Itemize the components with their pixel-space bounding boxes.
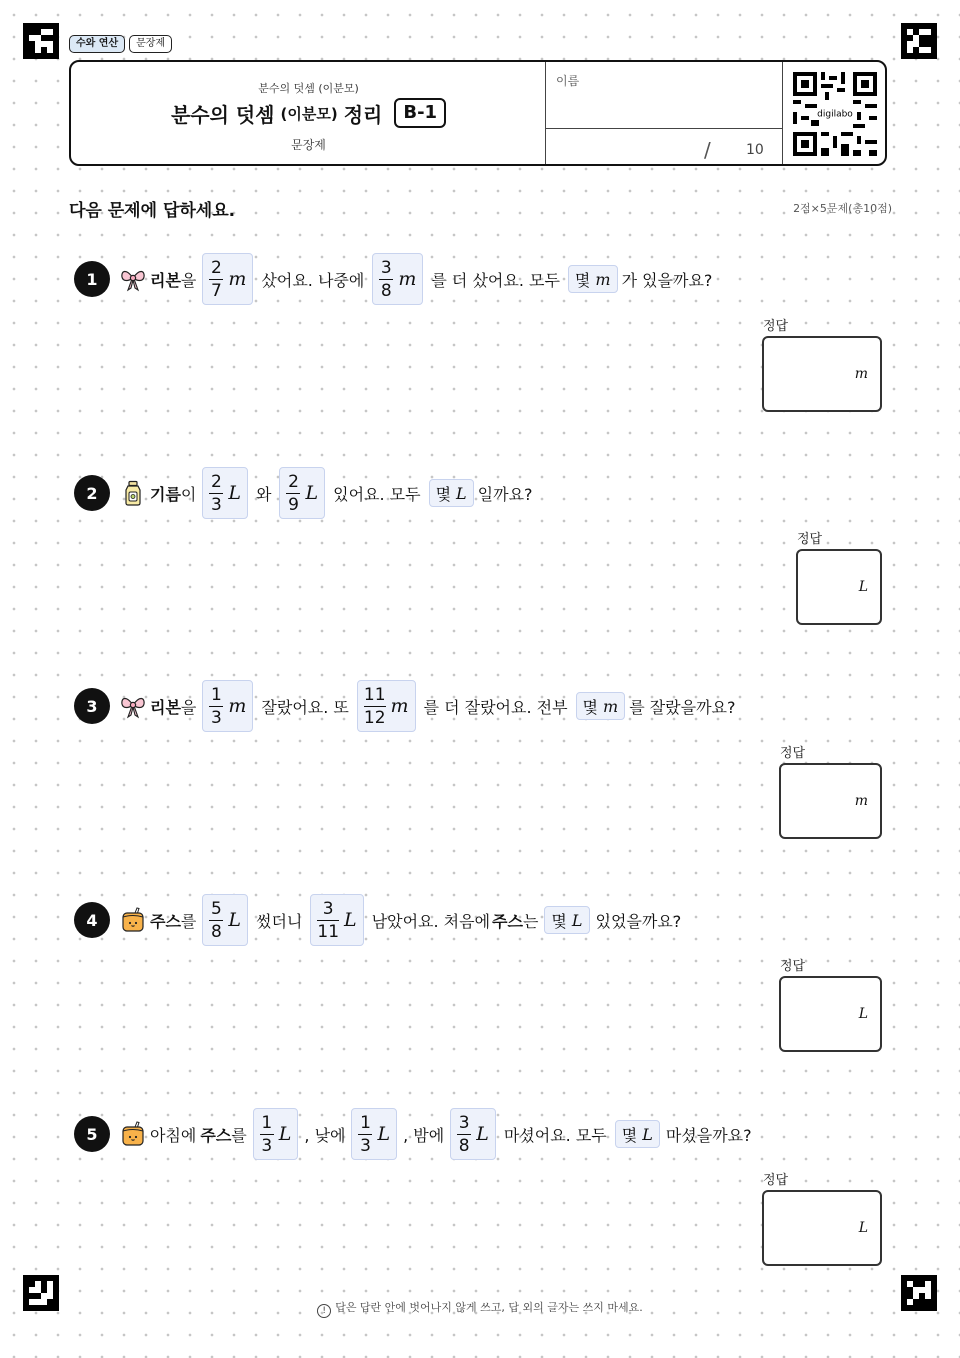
ask-word: 몇 xyxy=(435,484,452,504)
denominator: 3 xyxy=(210,494,222,515)
ribbon-icon xyxy=(120,693,146,719)
item-name: 리본 xyxy=(150,270,181,290)
fraction xyxy=(209,899,223,942)
unit: m xyxy=(603,696,619,716)
particle: 을 xyxy=(180,697,197,717)
denominator: 11 xyxy=(317,921,340,942)
fraction xyxy=(209,472,223,515)
problem-3 xyxy=(74,677,736,735)
answer-box-3[interactable] xyxy=(779,763,882,839)
numerator: 3 xyxy=(458,1112,470,1133)
numerator: 5 xyxy=(210,898,222,919)
unit: L xyxy=(377,1123,391,1145)
answer-unit: m xyxy=(854,793,868,809)
numerator: 2 xyxy=(288,471,299,492)
item-name: 주스 xyxy=(150,911,181,931)
name-divider xyxy=(546,128,782,129)
oil-bottle-icon xyxy=(120,480,146,506)
fraction-box xyxy=(202,680,253,732)
ask-word: 몇 xyxy=(582,697,599,717)
header-title-block xyxy=(71,62,546,164)
answer-label: 정답 xyxy=(763,319,789,334)
problem-5 xyxy=(74,1105,754,1163)
fraction xyxy=(286,472,300,515)
problem-text: 샀어요. 나중에 xyxy=(261,270,365,290)
problem-tail: 있었을까요? xyxy=(595,911,682,931)
particle: 는 xyxy=(522,911,539,931)
svg-text:digilabo: digilabo xyxy=(817,109,853,120)
numerator: 1 xyxy=(261,1112,273,1133)
ask-word: 몇 xyxy=(574,270,591,290)
fraction xyxy=(379,258,393,301)
denominator: 3 xyxy=(360,1135,371,1156)
title-main: 분수의 덧셈 xyxy=(170,102,275,127)
unit: L xyxy=(476,1123,489,1145)
fraction-box xyxy=(351,1108,397,1160)
unit: L xyxy=(344,909,357,931)
juice-box-icon xyxy=(120,907,146,933)
denominator: 8 xyxy=(210,921,222,942)
ask-word: 몇 xyxy=(551,911,567,931)
fraction xyxy=(358,1113,372,1156)
problem-4 xyxy=(74,891,683,949)
unit: L xyxy=(228,909,242,931)
problem-text: 아침에 xyxy=(150,1125,197,1145)
question-box xyxy=(429,479,474,507)
fraction xyxy=(317,899,339,942)
item-name: 주스 xyxy=(200,1125,232,1145)
worksheet-header xyxy=(69,60,887,166)
particle: 를 xyxy=(180,911,197,931)
unit: m xyxy=(228,695,247,717)
particle: 이 xyxy=(180,484,197,504)
question-box xyxy=(544,906,589,934)
ribbon-icon xyxy=(120,266,146,292)
tag-topic: 수와 연산 xyxy=(69,35,125,53)
item-name: 리본 xyxy=(150,697,181,717)
problem-2 xyxy=(74,464,533,522)
unit: m xyxy=(228,268,247,290)
fraction-box xyxy=(310,894,363,946)
fraction-box xyxy=(372,253,423,305)
fraction xyxy=(209,258,223,301)
question-box xyxy=(576,692,626,720)
answer-box-2[interactable] xyxy=(796,549,882,625)
answer-label: 정답 xyxy=(780,959,806,974)
fraction-box xyxy=(450,1108,496,1160)
tag-type: 문장제 xyxy=(129,35,172,53)
answer-unit: L xyxy=(858,579,868,595)
numerator: 2 xyxy=(210,257,222,278)
numerator: 1 xyxy=(360,1112,371,1133)
name-label: 이름 xyxy=(556,74,580,88)
particle: 를 xyxy=(231,1125,247,1145)
problem-number: 3 xyxy=(74,688,110,724)
fraction-box xyxy=(202,253,253,305)
item-name: 기름 xyxy=(150,484,181,504)
denominator: 3 xyxy=(210,707,222,728)
answer-label: 정답 xyxy=(797,532,823,547)
denominator: 12 xyxy=(363,707,386,728)
problem-number: 2 xyxy=(74,475,110,511)
problem-tail: 를 잘랐을까요? xyxy=(629,697,736,717)
answer-label: 정답 xyxy=(780,746,806,761)
problem-text: 남았어요. 처음에 xyxy=(371,911,491,931)
fraction-box xyxy=(279,467,325,519)
numerator: 2 xyxy=(210,471,222,492)
title-paren: (이분모) xyxy=(280,104,338,123)
answer-box-5[interactable] xyxy=(762,1190,882,1266)
problem-tail: 마셨을까요? xyxy=(665,1125,752,1145)
unit: m xyxy=(398,268,417,290)
question-box xyxy=(568,265,618,293)
answer-box-1[interactable] xyxy=(762,336,882,412)
juice-box-icon xyxy=(120,1121,146,1147)
problem-text: 와 xyxy=(256,484,272,504)
instructions: 다음 문제에 답하세요. xyxy=(69,201,236,221)
numerator: 3 xyxy=(322,898,334,919)
header-category: 문장제 xyxy=(291,138,326,152)
unit: L xyxy=(571,910,583,930)
footer-text: 답은 답란 안에 벗어나지 않게 쓰고, 답 외의 글자는 쓰지 마세요. xyxy=(335,1301,643,1314)
numerator: 1 xyxy=(210,684,222,705)
denominator: 3 xyxy=(261,1135,273,1156)
problem-tail: 가 있을까요? xyxy=(621,270,713,290)
denominator: 8 xyxy=(380,280,392,301)
title-end: 정리 xyxy=(343,102,383,127)
problem-text: 잘랐어요. 또 xyxy=(261,697,349,717)
score-total: 10 xyxy=(746,142,764,158)
points-summary: 2점×5문제(총10점) xyxy=(793,202,892,215)
unit: m xyxy=(390,695,409,717)
unit: L xyxy=(228,482,242,504)
question-box xyxy=(615,1120,660,1148)
warning-icon: ! xyxy=(317,1304,331,1318)
corner-marker-top-right xyxy=(901,23,937,59)
problem-1 xyxy=(74,250,712,308)
denominator: 9 xyxy=(288,494,299,515)
topic-tags xyxy=(69,35,172,53)
ask-word: 몇 xyxy=(621,1125,638,1145)
answer-box-4[interactable] xyxy=(779,976,882,1052)
answer-label: 정답 xyxy=(763,1173,789,1188)
qr-code-icon xyxy=(791,70,879,158)
header-subtitle: 분수의 덧셈 (이분모) xyxy=(258,82,359,95)
unit: L xyxy=(278,1123,292,1145)
fraction xyxy=(364,685,386,728)
answer-unit: L xyxy=(858,1006,868,1022)
score-slash: / xyxy=(704,138,711,162)
problem-text: 있어요. 모두 xyxy=(333,484,421,504)
fraction-box xyxy=(253,1108,299,1160)
problem-text: 썼더니 xyxy=(256,911,303,931)
footer-note xyxy=(0,1299,960,1318)
particle: 을 xyxy=(180,270,197,290)
fraction xyxy=(209,685,223,728)
problem-text: 마셨어요. 모두 xyxy=(503,1125,607,1145)
fraction-box xyxy=(202,467,248,519)
answer-unit: m xyxy=(854,366,868,382)
numerator: 3 xyxy=(380,257,392,278)
corner-marker-top-left xyxy=(23,23,59,59)
page-title xyxy=(71,98,546,128)
problem-number: 5 xyxy=(74,1116,110,1152)
unit: m xyxy=(595,269,611,289)
problem-number: 4 xyxy=(74,902,110,938)
problem-number: 1 xyxy=(74,261,110,297)
denominator: 7 xyxy=(210,280,222,301)
unit: L xyxy=(305,482,319,504)
unit: L xyxy=(456,483,467,503)
fraction xyxy=(260,1113,274,1156)
problem-tail: 일까요? xyxy=(477,484,533,504)
problem-text: 를 더 잘랐어요. 전부 xyxy=(423,697,568,717)
worksheet-code: B-1 xyxy=(394,98,446,128)
answer-unit: L xyxy=(858,1220,868,1236)
numerator: 11 xyxy=(363,684,386,705)
problem-text: 를 더 샀어요. 모두 xyxy=(431,270,560,290)
item-name: 주스 xyxy=(492,911,523,931)
problem-text: , 밤에 xyxy=(403,1125,445,1145)
fraction-box xyxy=(357,680,416,732)
name-score-section xyxy=(545,62,783,164)
problem-text: , 낮에 xyxy=(304,1125,346,1145)
denominator: 8 xyxy=(458,1135,470,1156)
fraction xyxy=(457,1113,471,1156)
fraction-box xyxy=(202,894,248,946)
unit: L xyxy=(642,1124,653,1144)
